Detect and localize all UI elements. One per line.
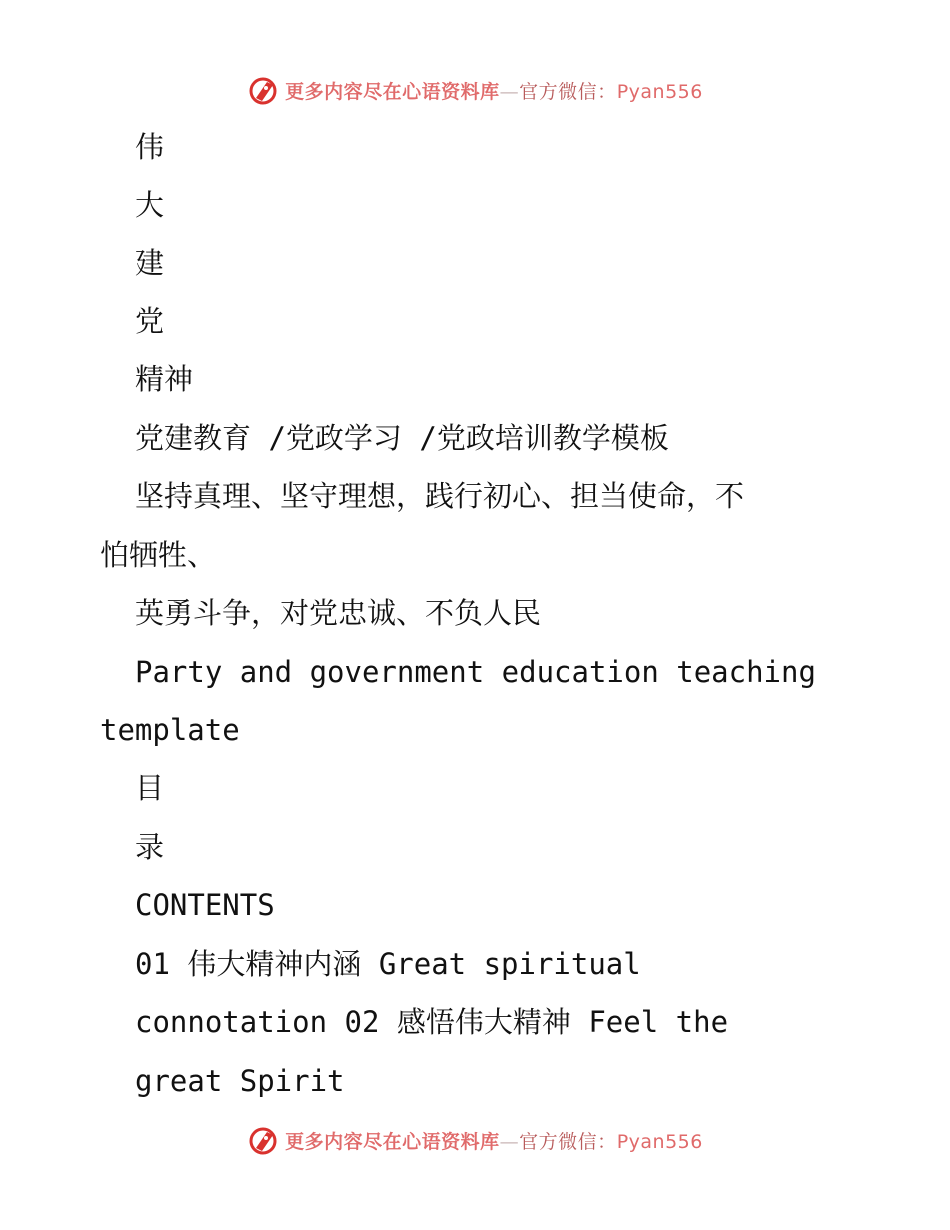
doc-line: 01 伟大精神内涵 Great spiritual [135, 947, 641, 981]
doc-line: 伟 [135, 130, 165, 164]
banner-main-text: 更多内容尽在心语资料库 [285, 80, 500, 103]
header-banner-text [285, 77, 703, 104]
doc-line: Party and government education teaching [135, 655, 816, 689]
doc-line: template [100, 713, 240, 747]
doc-line: 录 [135, 830, 165, 864]
pen-nib-logo-icon [247, 1124, 279, 1156]
doc-line: great Spirit [135, 1064, 345, 1098]
doc-line: 建 [135, 246, 165, 280]
doc-line: 坚持真理、坚守理想，践行初心、担当使命，不 [135, 479, 745, 513]
banner-wechat-id: Pyan556 [616, 1130, 703, 1153]
banner-dash: — [499, 80, 520, 103]
banner-sub-text: 官方微信： [519, 1130, 617, 1153]
footer-banner [0, 1120, 950, 1160]
footer-banner-text [285, 1127, 703, 1154]
header-banner [0, 70, 950, 110]
doc-line: connotation 02 感悟伟大精神 Feel the [135, 1005, 729, 1039]
banner-main-text: 更多内容尽在心语资料库 [285, 1130, 500, 1153]
banner-wechat-id: Pyan556 [616, 80, 703, 103]
banner-sub-text: 官方微信： [519, 80, 617, 103]
doc-line: 大 [135, 188, 165, 222]
doc-line: 怕牺牲、 [100, 538, 217, 572]
banner-dash: — [499, 1130, 520, 1153]
pen-nib-logo-icon [247, 74, 279, 106]
doc-line: 党 [135, 304, 165, 338]
doc-line: 英勇斗争，对党忠诚、不负人民 [135, 596, 542, 630]
doc-line: 精神 [135, 362, 194, 396]
doc-line: 党建教育 /党政学习 /党政培训教学模板 [135, 421, 669, 455]
doc-line: 目 [135, 771, 165, 805]
doc-line: CONTENTS [135, 888, 275, 922]
